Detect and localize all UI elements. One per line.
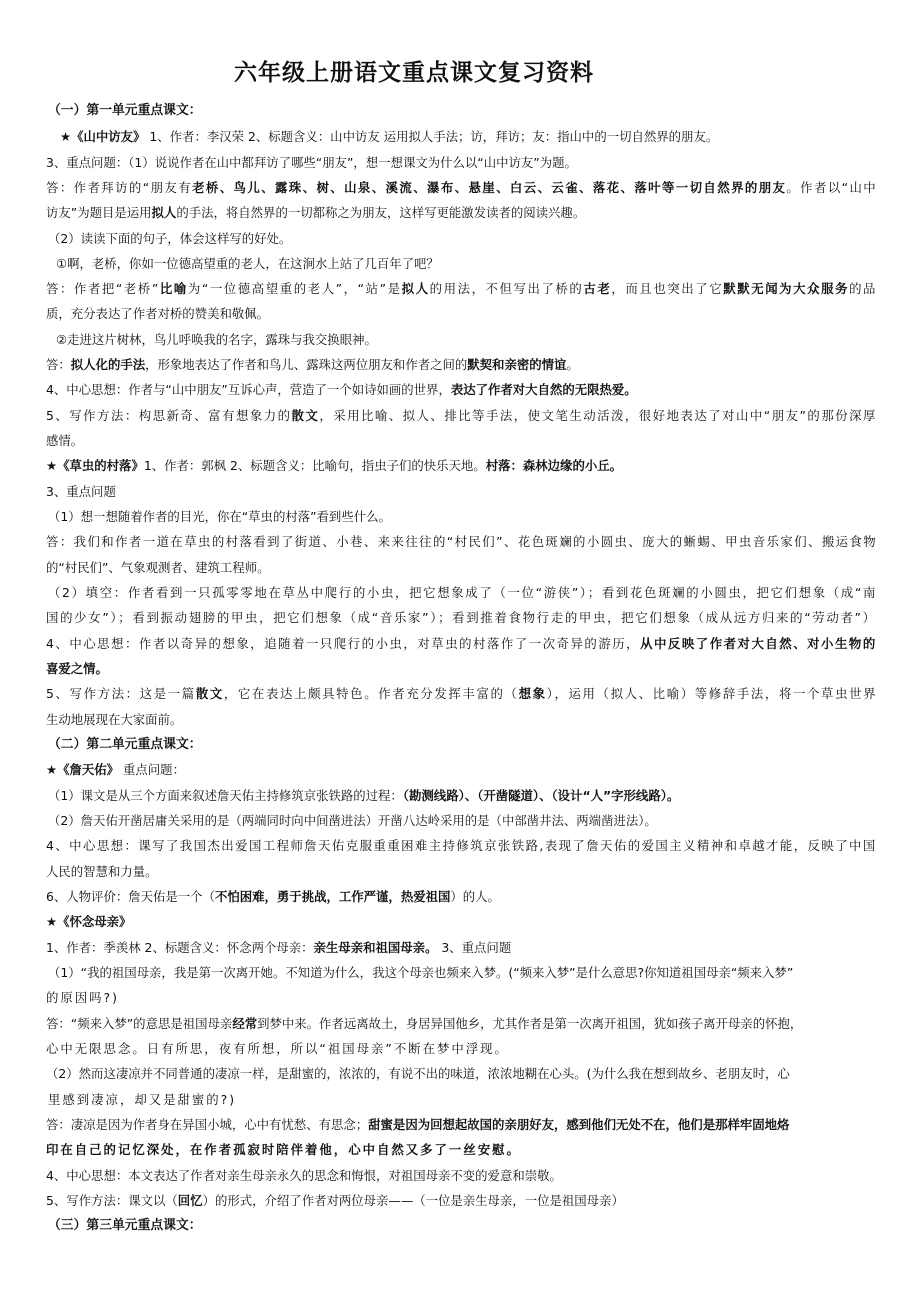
text-line: 3、重点问题：（1）说说作者在山中都拜访了哪些“朋友”，想一想课文为什么以“山中访友”为题。	[46, 155, 577, 170]
text-line: ★《怀念母亲》	[46, 914, 132, 929]
text-line: （二）第二单元重点课文：	[48, 737, 202, 752]
text-line: （2）詹天佑开凿居庸关采用的是（两端同时向中间凿进法）开凿八达岭采用的是（中部凿井法、两端凿进法）。	[48, 813, 657, 828]
text-line: 5、写作方法：构思新奇、富有想象力的散文，采用比喻、拟人、排比等手法，使文笔生动活泼，很好地表达了对山中“朋友”的那份深厚	[46, 408, 877, 423]
text-line: 里感到凄凉，却又是甜蜜的?)	[48, 1092, 237, 1107]
text-line: 4、中心思想：本文表达了作者对亲生母亲永久的思念和悔恨，对祖国母亲不变的爱意和崇敬。	[46, 1168, 562, 1183]
text-line: 答：作者拜访的“朋友有老桥、鸟儿、露珠、树、山泉、溪流、瀑布、悬崖、白云、云雀、落花、落叶等一切自然界的朋友。作者以“山中	[46, 180, 878, 195]
text-line: （2）读读下面的句子，体会这样写的好处。	[48, 231, 292, 246]
text-line: ★《詹天佑》 重点问题：	[46, 762, 185, 777]
text-line: ★《山中访友》 1、作者：李汉荣 2、标题含义：山中访友 运用拟人手法；访，拜访；友：指山中的一切自然界的朋友。	[60, 129, 719, 144]
text-line: （1）课文是从三个方面来叙述詹天佑主持修筑京张铁路的过程：（勘测线路）、（开凿隧道）、（设计“人”字形线路）。	[48, 788, 680, 803]
text-line: （三）第三单元重点课文：	[48, 1218, 202, 1233]
text-line: 5、写作方法：课文以（回忆）的形式，介绍了作者对两位母亲——（一位是亲生母亲，一位是祖国母亲）	[46, 1193, 624, 1208]
text-line: 5、写作方法：这是一篇散文，它在表达上颇具特色。作者充分发挥丰富的（想象），运用（拟人、比喻）等修辞手法，将一个草虫世界	[46, 686, 878, 701]
page-title: 六年级上册语文重点课文复习资料	[234, 60, 594, 86]
text-line: （2）填空：作者看到一只孤零零地在草丛中爬行的小虫，把它想象成了（一位“游侠”）；看到花色斑斓的小圆虫，把它们想象（成“南	[48, 585, 878, 600]
text-line: （1）想一想随着作者的目光，你在“草虫的村落”看到些什么。	[48, 509, 391, 524]
text-line: 国的少女”）；看到振动翅膀的甲虫，把它们想象（成“音乐家”）；看到推着食物行走的甲虫，把它们想象（成从远方归来的“劳动者”）	[46, 610, 877, 625]
text-line: 的“村民们”、气象观测者、建筑工程师。	[46, 560, 270, 575]
text-line: 6、人物评价：詹天佑是一个（不怕困难，勇于挑战，工作严谨，热爱祖国）的人。	[46, 889, 500, 904]
text-line: 人民的智慧和力量。	[46, 864, 158, 879]
text-line: 3、重点问题	[46, 484, 116, 499]
text-line: 心中无限思念。日有所思，夜有所想，所以“祖国母亲”不断在梦中浮现。	[46, 1041, 509, 1056]
text-line: 感情。	[46, 433, 84, 448]
text-line: ★《草虫的村落》1、作者：郭枫 2、标题含义：比喻句，指虫子们的快乐天地。村落：森林边缘的小丘。	[46, 458, 623, 473]
text-line: 答：拟人化的手法，形象地表达了作者和鸟儿、露珠这两位朋友和作者之间的默契和亲密的情谊。	[46, 357, 579, 372]
text-line: 答：作者把“老桥”比喻为“一位德高望重的老人”，“站”是拟人的用法，不但写出了桥的古老，而且也突出了它默默无闻为大众服务的品	[46, 281, 878, 296]
text-line: 喜爱之情。	[46, 661, 108, 676]
text-line: 4、中心思想：课写了我国杰出爱国工程师詹天佑克服重重困难主持修筑京张铁路,表现了詹天佑的爱国主义精神和卓越才能，反映了中国	[46, 838, 877, 853]
text-line: 4、中心思想：作者以奇异的想象，追随着一只爬行的小虫，对草虫的村落作了一次奇异的游历，从中反映了作者对大自然、对小生物的	[46, 636, 877, 651]
text-line: 1、作者：季羡林 2、标题含义：怀念两个母亲：亲生母亲和祖国母亲。 3、重点问题	[46, 940, 512, 955]
text-line: ②走进这片树林，鸟儿呼唤我的名字，露珠与我交换眼神。	[56, 332, 377, 347]
text-line: 生动地展现在大家面前。	[46, 712, 183, 727]
text-line: 4、中心思想：作者与“山中朋友”互诉心声，营造了一个如诗如画的世界，表达了作者对大自然的无限热爱。	[46, 382, 637, 397]
text-line: 答：我们和作者一道在草虫的村落看到了街道、小巷、来来往往的“村民们”、花色斑斓的小圆虫、庞大的蜥蜴、甲虫音乐家们、搬运食物	[46, 534, 878, 549]
text-line: ①啊，老桥，你如一位德高望重的老人，在这涧水上站了几百年了吧？	[56, 256, 439, 271]
text-line: （1）“我的祖国母亲，我是第一次离开她。不知道为什么，我这个母亲也频来入梦。(“频来入梦”是什么意思?你知道祖国母亲“频来入梦”	[48, 965, 794, 980]
text-line: （2）然而这凄凉并不同普通的凄凉一样，是甜蜜的，浓浓的，有说不出的味道，浓浓地糊在心头。(为什么我在想到故乡、老朋友时，心	[46, 1066, 790, 1081]
text-line: 质，充分表达了作者对桥的赞美和敬佩。	[46, 306, 270, 321]
text-line: 的原因吗?)	[46, 990, 119, 1005]
text-line: 印在自己的记忆深处，在作者孤寂时陪伴着他，心中自然又多了一丝安慰。	[46, 1142, 521, 1157]
text-line: 答：“频来入梦”的意思是祖国母亲经常到梦中来。作者远离故土，身居异国他乡，尤其作者是第一次离开祖国，犹如孩子离开母亲的怀抱，	[46, 1016, 803, 1031]
text-line: 访友”为题目是运用拟人的手法，将自然界的一切都称之为朋友，这样写更能激发读者的阅读兴趣。	[46, 205, 586, 220]
text-line: （一）第一单元重点课文：	[48, 103, 202, 118]
text-line: 答：凄凉是因为作者身在异国小城，心中有忧愁、有思念；甜蜜是因为回想起故国的亲朋好友，感到他们无处不在，他们是那样牢固地烙	[46, 1117, 790, 1132]
